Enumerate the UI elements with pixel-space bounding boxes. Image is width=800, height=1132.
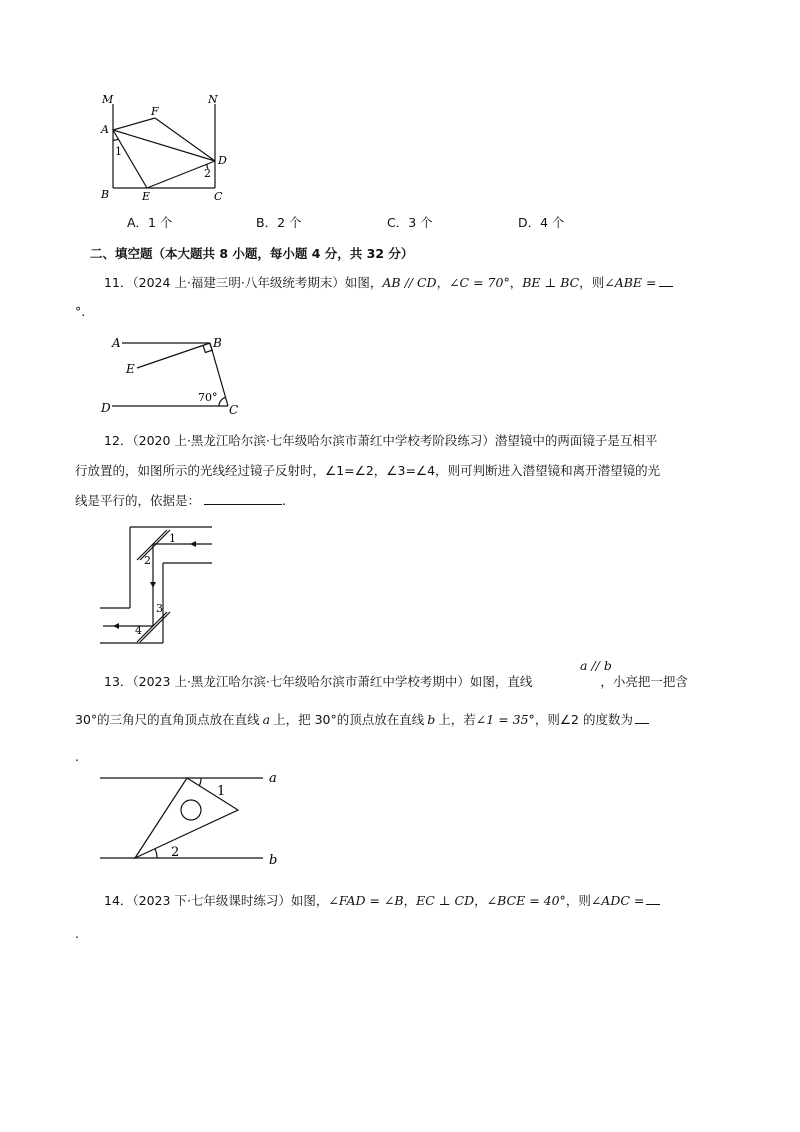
q10-label-B: B <box>101 188 110 201</box>
q11-prefix: 11．（2024 上·福建三明·八年级统考期末）如图， <box>104 275 383 290</box>
q11-line-2: °. <box>75 304 86 319</box>
q13-figure <box>95 765 295 870</box>
q14-answer-blank[interactable] <box>646 892 660 905</box>
q14-ec-perp-cd: EC ⊥ CD <box>416 893 475 908</box>
q10-label-A: A <box>101 123 109 136</box>
q11-sep-3: ，则 <box>579 275 605 290</box>
q10-label-E: E <box>142 190 151 203</box>
q14-angle-bce: ∠BCE = 40° <box>486 893 566 908</box>
q11-label-C: C <box>229 403 239 417</box>
q11-figure <box>100 330 250 420</box>
q14-line-2: . <box>75 926 79 941</box>
q14-angle-fad: ∠FAD = ∠B <box>328 893 404 908</box>
q13-angle-1: ∠1 = 35° <box>475 712 535 727</box>
q12-label-2: 2 <box>144 554 151 567</box>
q13-var-a: a <box>262 712 271 727</box>
q13-var-b: b <box>427 712 436 727</box>
q13-label-b: b <box>269 853 278 868</box>
q12-periscope-figure <box>95 520 220 650</box>
q13-line-1-suffix: ，小亮把一把含 <box>600 674 688 689</box>
q12-line-1: 12．（2020 上·黑龙江哈尔滨·七年级哈尔滨市萧红中学校考阶段练习）潜望镜中的两面镜子是互相平 <box>104 433 658 448</box>
q12-label-1: 1 <box>169 532 176 545</box>
section-2-title: 二、填空题（本大题共 8 小题，每小题 4 分，共 32 分） <box>90 246 414 261</box>
q13-label-2: 2 <box>171 845 180 860</box>
q14-prefix: 14．（2023 下·七年级课时练习）如图， <box>104 893 329 908</box>
q10-figure <box>95 90 245 205</box>
q12-line-3 <box>75 492 286 510</box>
q14-sep-3: ，则 <box>565 893 591 908</box>
q11-angle-abe: ∠ABE = <box>604 275 657 290</box>
q13-line-2-b: 上，把 30°的顶点放在直线 <box>273 712 425 727</box>
q11-label-D: D <box>101 401 111 415</box>
q13-line-1-prefix: 13．（2023 上·黑龙江哈尔滨·七年级哈尔滨市萧红中学校考期中）如图，直线 <box>104 674 533 689</box>
q13-a-parallel-b-raised: a // b <box>580 658 612 673</box>
q10-option-c: C．3 个 <box>387 215 433 230</box>
q11-angle-c: ∠C = 70° <box>449 275 510 290</box>
q10-option-b: B．2 个 <box>256 215 302 230</box>
q10-option-d: D．4 个 <box>518 215 565 230</box>
q13-answer-blank[interactable] <box>635 711 649 724</box>
q10-label-C: C <box>214 190 223 203</box>
q10-label-M: M <box>102 93 114 106</box>
q11-line-1 <box>104 274 673 292</box>
q11-sep-1: ， <box>436 275 450 290</box>
q12-line-3-prefix: 线是平行的，依据是： <box>75 493 201 508</box>
q13-line-1 <box>104 673 688 691</box>
q12-label-4: 4 <box>135 624 142 637</box>
q14-angle-adc: ∠ADC = <box>590 893 645 908</box>
q10-label-1: 1 <box>115 145 122 158</box>
q13-label-a: a <box>269 771 277 786</box>
q14-sep-2: ， <box>474 893 487 908</box>
q10-label-F: F <box>151 105 159 118</box>
q14-sep-1: ， <box>403 893 417 908</box>
q10-label-D: D <box>218 154 227 167</box>
q11-label-B: B <box>213 336 222 350</box>
q13-line-2-c: 上，若 <box>438 712 476 727</box>
q11-ab-parallel-cd: AB // CD <box>382 275 437 290</box>
q13-line-2-a: 30°的三角尺的直角顶点放在直线 <box>75 712 260 727</box>
q11-label-70deg: 70° <box>198 391 218 404</box>
q11-sep-2: ， <box>509 275 523 290</box>
q11-be-perp-bc: BE ⊥ BC <box>522 275 580 290</box>
q13-line-2 <box>75 711 649 729</box>
q10-label-2: 2 <box>204 167 211 180</box>
q14-line-1 <box>104 892 660 910</box>
q11-answer-blank[interactable] <box>659 274 673 287</box>
q13-line-3: . <box>75 749 79 764</box>
q10-label-N: N <box>208 93 218 106</box>
q12-label-3: 3 <box>156 602 163 615</box>
q11-label-A: A <box>112 336 121 350</box>
q12-line-3-suffix: . <box>282 493 286 508</box>
q12-answer-blank[interactable] <box>204 492 282 505</box>
q13-label-1: 1 <box>217 784 226 799</box>
q10-option-a: A．1 个 <box>127 215 173 230</box>
q13-line-2-d: ，则∠2 的度数为 <box>534 712 633 727</box>
q11-label-E: E <box>126 362 135 376</box>
q12-line-2: 行放置的，如图所示的光线经过镜子反射时，∠1=∠2，∠3=∠4，则可判断进入潜望镜和离开潜望镜的光 <box>75 463 661 478</box>
